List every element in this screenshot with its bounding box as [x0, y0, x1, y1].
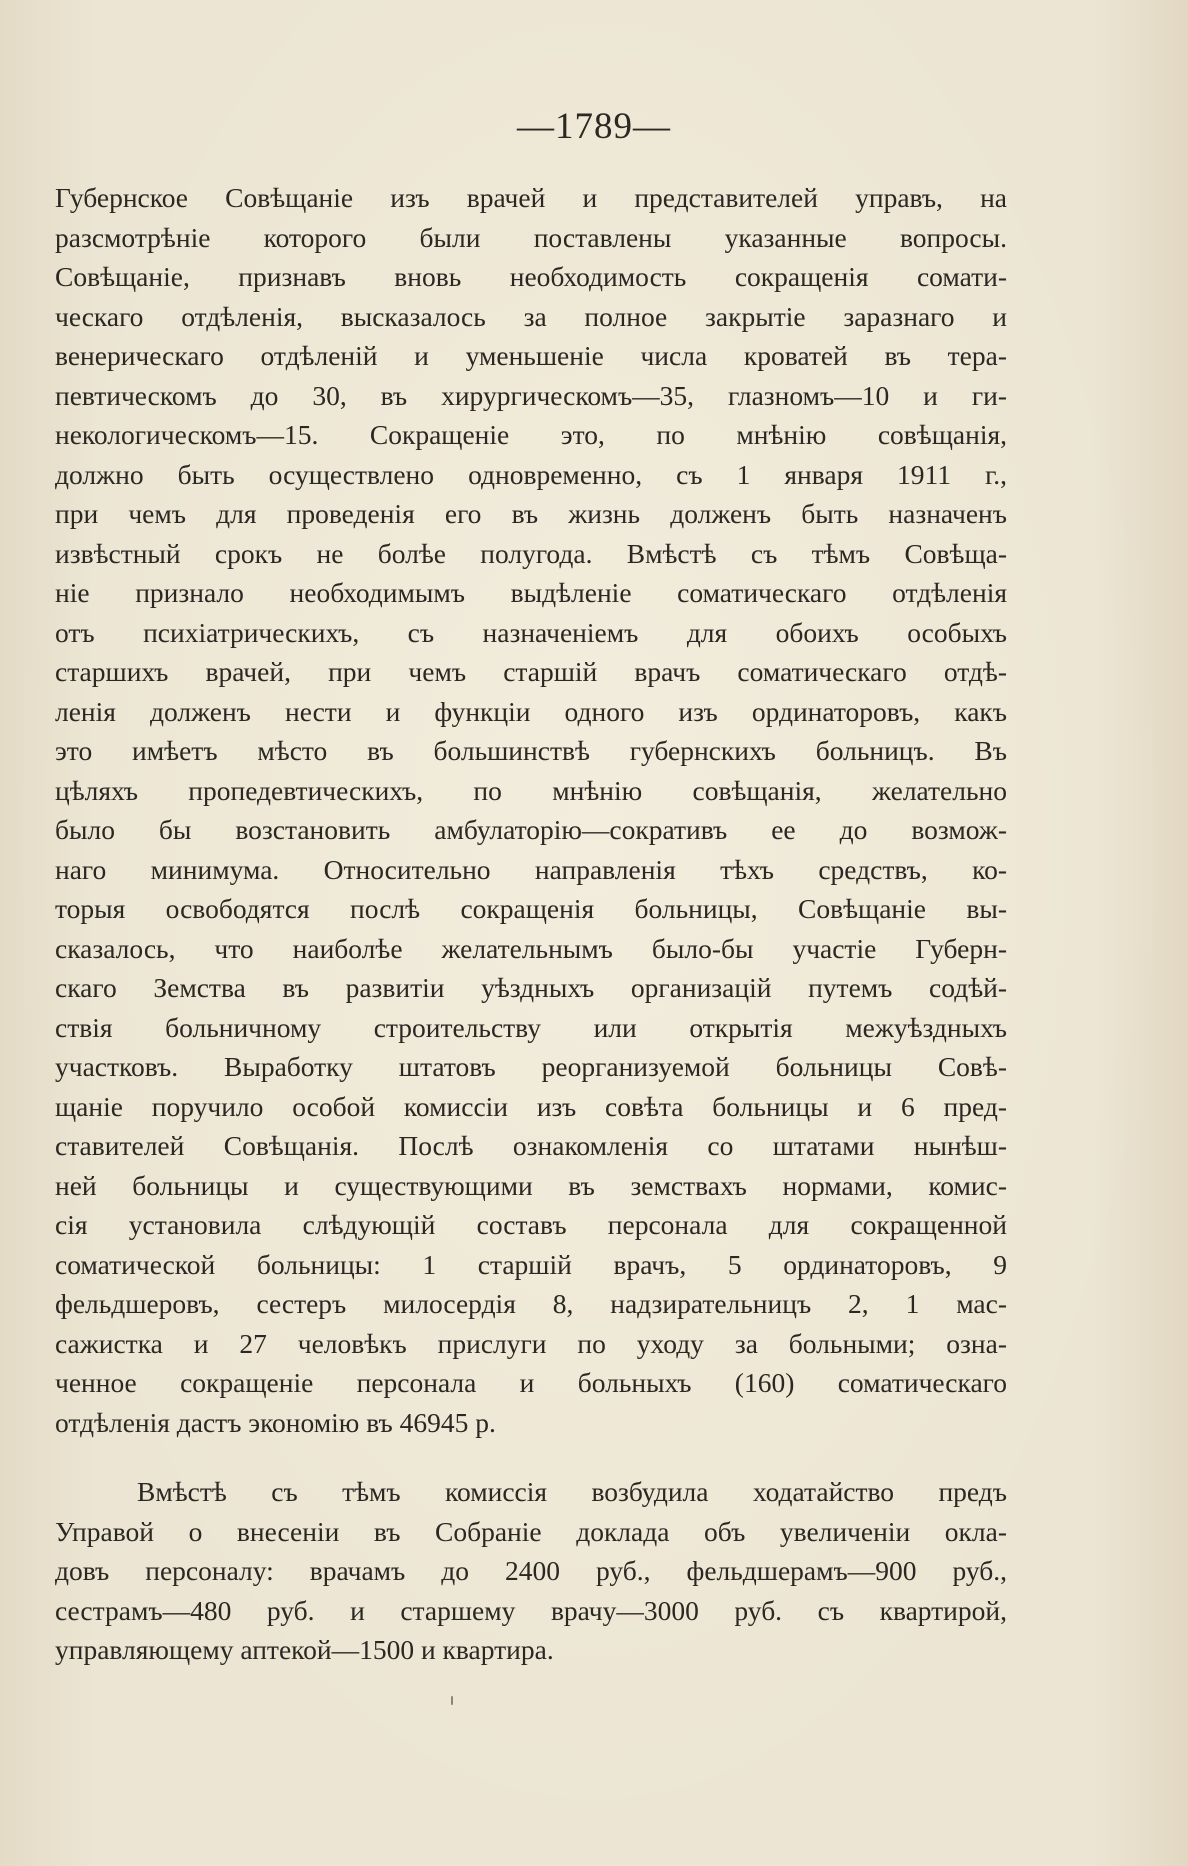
text-line: ніе признало необходимымъ выдѣленіе соматическаго отдѣленія: [55, 577, 1007, 608]
text-line: цѣляхъ пропедевтическихъ, по мнѣнію совѣщанія, желательно: [55, 774, 1007, 806]
text-line: скаго Земства въ развитіи уѣздныхъ организацій путемъ содѣй-: [55, 972, 1007, 1003]
text-line: певтическомъ до 30, въ хирургическомъ—35, глазномъ—10 и ги-: [55, 379, 1007, 411]
text-line: Вмѣстѣ съ тѣмъ комиссія возбудила ходатайство предъ: [137, 1476, 1007, 1507]
text-line: отдѣленія дастъ экономію въ 46945 р.: [55, 1406, 496, 1438]
text-line: некологическомъ—15. Сокращеніе это, по мнѣнію совѣщанія,: [55, 419, 1007, 450]
text-line: это имѣетъ мѣсто въ большинствѣ губернскихъ больницъ. Въ: [55, 735, 1007, 766]
text-line: при чемъ для проведенія его въ жизнь долженъ быть назначенъ: [55, 498, 1007, 529]
text-line: было бы возстановить амбулаторію—сокративъ ее до возмож-: [55, 814, 1007, 845]
text-line: старшихъ врачей, при чемъ старшій врачъ соматическаго отдѣ-: [55, 656, 1007, 687]
text-line: торыя освободятся послѣ сокращенія больницы, Совѣщаніе вы-: [55, 893, 1007, 924]
text-line: ствія больничному строительству или открытія межуѣздныхъ: [55, 1011, 1007, 1043]
text-line: ченное сокращеніе персонала и больныхъ (160) соматическаго: [55, 1367, 1007, 1398]
text-line: ленія долженъ нести и функціи одного изъ ординаторовъ, какъ: [55, 695, 1007, 727]
text-line: довъ персоналу: врачамъ до 2400 руб., фельдшерамъ—900 руб.,: [55, 1555, 1007, 1586]
text-line: сія установила слѣдующій составъ персонала для сокращенной: [55, 1209, 1007, 1240]
text-line: Управой о внесеніи въ Собраніе доклада объ увеличеніи окла-: [55, 1515, 1007, 1547]
text-line: разсмотрѣніе которого были поставлены указанные вопросы.: [55, 221, 1007, 253]
text-line: участковъ. Выработку штатовъ реорганизуемой больницы Совѣ-: [55, 1051, 1007, 1082]
text-line: фельдшеровъ, сестеръ милосердія 8, надзирательницъ 2, 1 мас-: [55, 1288, 1007, 1319]
text-line: Совѣщаніе, признавъ вновь необходимость сокращенія сомати-: [55, 261, 1007, 292]
text-line: должно быть осуществлено одновременно, съ 1 января 1911 г.,: [55, 458, 1007, 490]
text-line: соматической больницы: 1 старшій врачъ, 5 ординаторовъ, 9: [55, 1248, 1007, 1280]
paragraph-2: [55, 1472, 1007, 1670]
text-line: щаніе поручило особой комиссіи изъ совѣта больницы и 6 пред-: [55, 1090, 1007, 1122]
page-number: —1789—: [517, 106, 671, 147]
paper-speck: [451, 1696, 453, 1705]
text-line: ческаго отдѣленія, высказалось за полное закрытіе заразнаго и: [55, 300, 1007, 332]
text-line: сестрамъ—480 руб. и старшему врачу—3000 руб. съ квартирой,: [55, 1594, 1007, 1626]
text-line: управляющему аптекой—1500 и квартира.: [55, 1634, 554, 1665]
text-line: сажистка и 27 человѣкъ прислуги по уходу за больными; озна-: [55, 1327, 1007, 1359]
text-line: отъ психіатрическихъ, съ назначеніемъ для обоихъ особыхъ: [55, 616, 1007, 648]
paragraph-1: [55, 178, 1007, 1442]
text-line: извѣстный срокъ не болѣе полугода. Вмѣстѣ съ тѣмъ Совѣща-: [55, 537, 1007, 569]
text-line: Губернское Совѣщаніе изъ врачей и представителей управъ, на: [55, 182, 1007, 213]
text-line: ставителей Совѣщанія. Послѣ ознакомленія со штатами нынѣш-: [55, 1130, 1007, 1161]
text-line: ней больницы и существующими въ земствахъ нормами, комис-: [55, 1169, 1007, 1201]
text-line: сказалось, что наиболѣе желательнымъ было-бы участіе Губерн-: [55, 932, 1007, 964]
text-line: наго минимума. Относительно направленія тѣхъ средствъ, ко-: [55, 853, 1007, 885]
text-line: венерическаго отдѣленій и уменьшеніе числа кроватей въ тера-: [55, 340, 1007, 371]
